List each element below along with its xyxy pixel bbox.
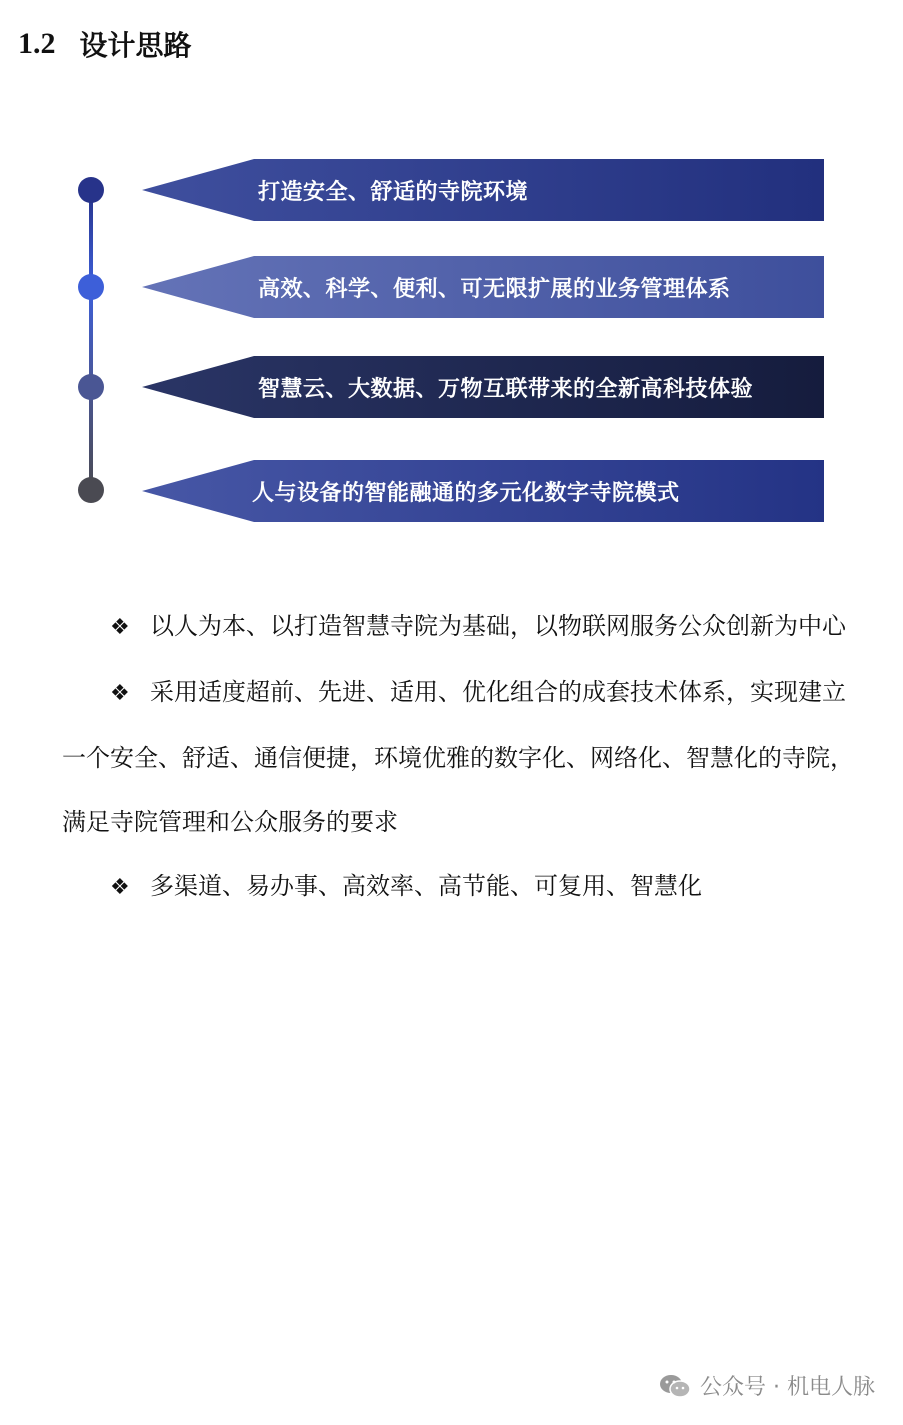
design-idea-banner: [142, 256, 824, 318]
body-text: [62, 594, 882, 920]
banner-label: 打造安全、舒适的寺院环境: [258, 179, 529, 205]
banner-label: 智慧云、大数据、万物互联带来的全新高科技体验: [258, 376, 754, 402]
design-idea-banner: [142, 356, 824, 418]
paragraph-continuation: 一个安全、舒适、通信便捷，环境优雅的数字化、网络化、智慧化的寺院，: [62, 744, 854, 772]
design-idea-banner: [142, 159, 824, 221]
timeline-dot: [78, 374, 104, 400]
watermark-text: 公众号 · 机电人脉: [700, 1375, 875, 1400]
section-title: 设计思路: [79, 29, 192, 62]
bullet-text: 以人为本、以打造智慧寺院为基础，以物联网服务公众创新为中心: [150, 612, 846, 640]
design-idea-diagram: [0, 0, 903, 560]
paragraph-continuation: 满足寺院管理和公众服务的要求: [62, 808, 398, 836]
bullet-paragraph: [62, 594, 882, 660]
timeline-line-segment: [89, 288, 93, 388]
wechat-icon: [658, 1373, 692, 1399]
bullet-paragraph: [62, 854, 882, 920]
timeline-line-segment: [89, 388, 93, 490]
diamond-bullet-icon: ❖: [110, 681, 130, 706]
watermark-footer: [658, 1370, 875, 1401]
section-number: 1.2: [18, 27, 56, 60]
timeline-dot: [78, 274, 104, 300]
banner-label: 高效、科学、便利、可无限扩展的业务管理体系: [258, 276, 731, 302]
design-idea-banner: [142, 460, 824, 522]
timeline-dot: [78, 477, 104, 503]
bullet-paragraph: [62, 660, 882, 726]
timeline-dot: [78, 177, 104, 203]
bullet-text: 多渠道、易办事、高效率、高节能、可复用、智慧化: [150, 872, 702, 900]
bullet-text: 采用适度超前、先进、适用、优化组合的成套技术体系，实现建立: [150, 678, 846, 706]
banner-label: 人与设备的智能融通的多元化数字寺院模式: [252, 480, 680, 506]
diamond-bullet-icon: ❖: [110, 875, 130, 900]
diamond-bullet-icon: ❖: [110, 615, 130, 640]
